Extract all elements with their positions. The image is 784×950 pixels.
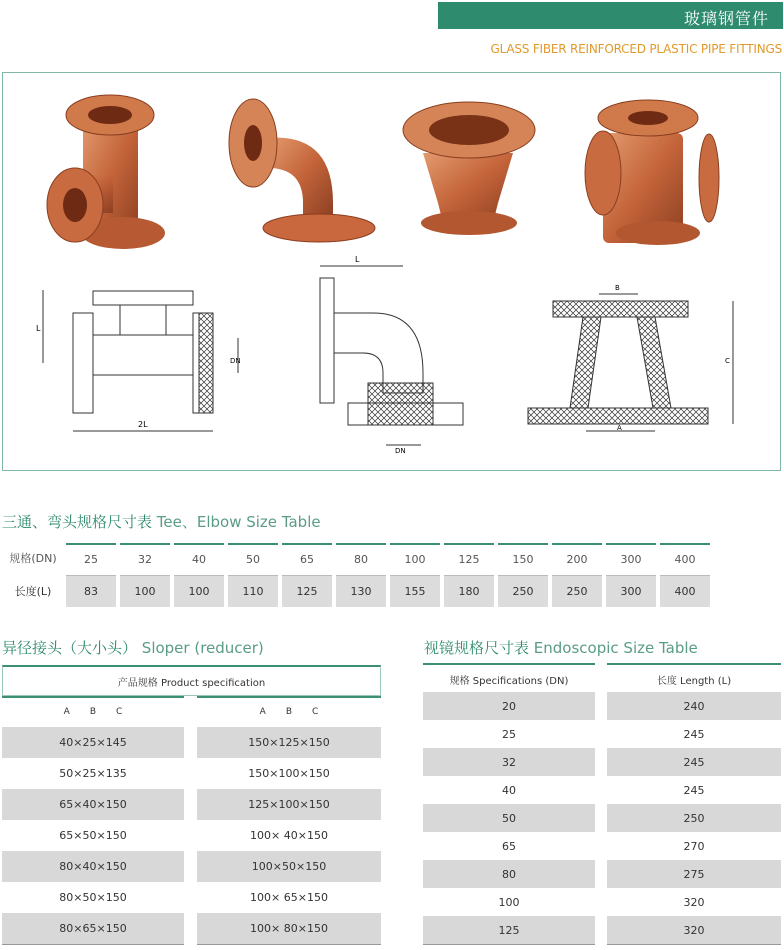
table-row: 65 [423,832,595,861]
endoscopic-title-cn: 视镜规格尺寸表 [424,639,530,657]
reducer-title [2,637,264,658]
table-row: 40 [423,776,595,805]
tee-photo [47,95,165,249]
table-row: 320 [607,888,781,917]
tee-label-l: L [36,324,41,333]
dn-cell: 300 [606,543,656,573]
endoscopic-length-col [607,663,781,948]
header-bar [438,2,783,29]
fittings-illustration [3,73,782,472]
table-row: 100 [423,888,595,917]
tee-elbow-row-dn [4,543,710,573]
length-cell: 83 [66,575,116,607]
reducer-header: 产品规格 Product specification [2,665,381,696]
tee-label-2l: 2L [138,420,148,429]
reducer-right-col-heads [197,696,381,726]
table-row: 80×65×150 [2,913,184,945]
endoscopic-title [424,637,698,658]
col-head-a: A [259,707,266,717]
length-cell: 250 [552,575,602,607]
endoscopic-title-en: Endoscopic Size Table [533,639,698,657]
length-cell: 130 [336,575,386,607]
cross-photo [585,100,719,245]
length-cell: 100 [120,575,170,607]
dn-cell: 25 [66,543,116,573]
dn-cell: 200 [552,543,602,573]
table-row: 32 [423,748,595,777]
tee-drawing [43,290,238,431]
table-row: 50 [423,804,595,833]
table-row: 150×125×150 [197,727,381,759]
table-row: 240 [607,692,781,721]
tee-elbow-title-en: Tee、Elbow Size Table [156,513,321,531]
table-row: 50×25×135 [2,758,184,790]
table-row: 245 [607,776,781,805]
reducer-label-c: C [725,357,730,365]
reducer-left-col-heads [2,696,184,726]
table-row: 270 [607,832,781,861]
table-row: 65×40×150 [2,789,184,821]
table-row: 100× 80×150 [197,913,381,945]
page-subtitle: GLASS FIBER REINFORCED PLASTIC PIPE FITTINGS [490,42,782,56]
length-cell: 125 [282,575,332,607]
reducer-title-cn: 异径接头（大小头） [2,639,138,657]
col-head-b: B [285,707,293,717]
page-title: 玻璃钢管件 [683,9,769,28]
table-row: 245 [607,720,781,749]
table-row: 250 [607,804,781,833]
endoscopic-spec-col [423,663,595,948]
dn-cell: 150 [498,543,548,573]
elbow-photo [229,99,375,242]
length-cell: 250 [498,575,548,607]
elbow-drawing [320,266,463,445]
elbow-label-l: L [355,255,360,264]
table-row: 65×50×150 [2,820,184,852]
reducer-table [2,665,381,945]
dn-cell: 80 [336,543,386,573]
length-cell: 300 [606,575,656,607]
reducer-label-b: B [615,284,620,292]
table-row: 100×50×150 [197,851,381,883]
endoscopic-length-head: 长度 Length (L) [607,663,781,694]
length-cell: 110 [228,575,278,607]
table-row: 275 [607,860,781,889]
reducer-drawing [528,294,733,431]
table-row: 100× 40×150 [197,820,381,852]
tee-label-dn: DN [230,357,241,365]
table-row: 80×50×150 [2,882,184,914]
reducer-left-col [2,696,184,945]
table-row: 100× 65×150 [197,882,381,914]
table-row: 40×25×145 [2,727,184,759]
col-head-c: C [116,707,123,717]
col-head-a: A [63,707,70,717]
table-row: 125×100×150 [197,789,381,821]
tee-elbow-title-cn: 三通、弯头规格尺寸表 [2,513,153,531]
product-photo-panel [2,72,781,471]
col-head-b: B [89,707,97,717]
dn-cell: 40 [174,543,224,573]
table-row: 80 [423,860,595,889]
reducer-title-en: Sloper (reducer) [141,639,264,657]
tee-elbow-table [0,541,714,609]
length-cell: 155 [390,575,440,607]
table-row: 245 [607,748,781,777]
table-row: 25 [423,720,595,749]
length-cell: 180 [444,575,494,607]
dn-row-label: 规格(DN) [9,552,57,565]
dn-cell: 100 [390,543,440,573]
tee-elbow-title [2,511,321,532]
dn-cell: 50 [228,543,278,573]
dn-cell: 32 [120,543,170,573]
table-row: 320 [607,916,781,945]
elbow-label-dn: DN [395,447,406,455]
dn-cell: 65 [282,543,332,573]
table-row: 125 [423,916,595,945]
tee-elbow-row-length [4,575,710,607]
table-row: 150×100×150 [197,758,381,790]
table-row: 20 [423,692,595,721]
table-row: 80×40×150 [2,851,184,883]
reducer-photo [403,102,535,235]
reducer-right-col [197,696,381,945]
reducer-label-a: A [617,424,622,432]
dn-cell: 400 [660,543,710,573]
length-cell: 100 [174,575,224,607]
length-row-label: 长度(L) [14,585,52,598]
endoscopic-spec-head: 规格 Specifications (DN) [423,663,595,694]
dn-cell: 125 [444,543,494,573]
col-head-c: C [312,707,319,717]
length-cell: 400 [660,575,710,607]
